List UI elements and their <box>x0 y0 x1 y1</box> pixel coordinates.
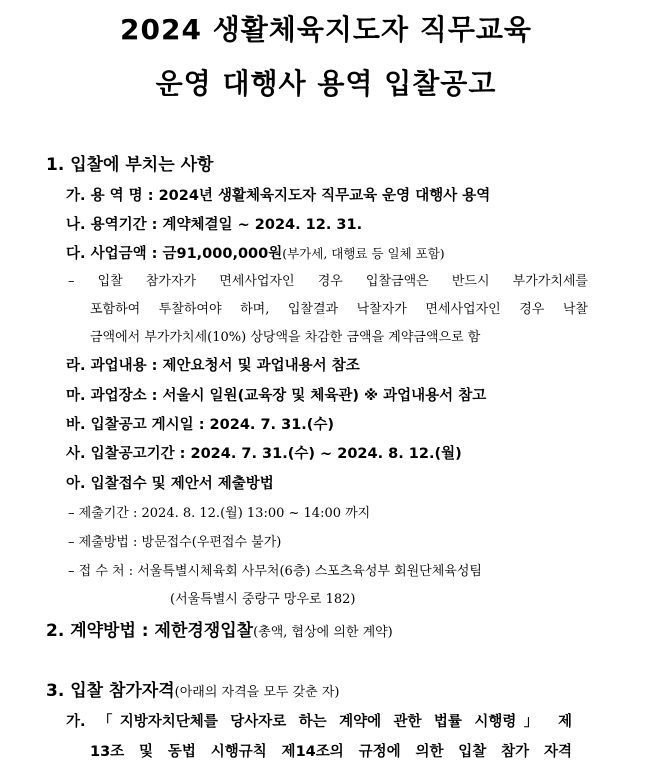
document-title-line-2: 운영 대행사 용역 입찰공고 <box>155 67 497 100</box>
section-2-heading <box>46 616 393 641</box>
tax-note-line-1: – 입찰 참가자가 면세사업자인 경우 입찰금액은 반드시 부가가치세를 <box>68 274 588 289</box>
submission-place: – 접 수 처 : 서울특별시체육회 사무처(6층) 스포츠육성부 회원단체육성팀 <box>68 564 482 579</box>
eligibility-ga-line-2: 13조 및 동법 시행규칙 제14조의 규정에 의한 입찰 참가 자격 <box>90 744 572 760</box>
section-1-heading: 1. 입찰에 부치는 사항 <box>46 155 214 175</box>
item-ba-posting-date: 바. 입찰공고 게시일 : 2024. 7. 31.(수) <box>66 417 335 433</box>
item-ra-scope: 라. 과업내용 : 제안요청서 및 과업내용서 참조 <box>66 358 360 374</box>
section-3-heading <box>46 676 339 701</box>
item-sa-notice-period: 사. 입찰공고기간 : 2024. 7. 31.(수) ~ 2024. 8. 12.(월) <box>66 446 462 462</box>
eligibility-heading: 3. 입찰 참가자격 <box>46 681 175 701</box>
contract-method-note: (총액, 협상에 의한 계약) <box>253 625 393 640</box>
submission-address: (서울특별시 중랑구 망우로 182) <box>170 592 356 607</box>
contract-method: 2. 계약방법 : 제한경쟁입찰 <box>46 621 254 641</box>
eligibility-note: (아래의 자격을 모두 갖춘 자) <box>174 685 340 700</box>
document-title-line-1: 2024 생활체육지도자 직무교육 <box>120 13 532 46</box>
eligibility-ga-line-1: 가. 「지방자치단체를 당사자로 하는 계약에 관한 법률 시행령」 제 <box>66 714 572 730</box>
submission-method: – 제출방법 : 방문접수(우편접수 불가) <box>68 535 282 550</box>
item-na-service-period: 나. 용역기간 : 계약체결일 ~ 2024. 12. 31. <box>66 217 363 233</box>
tax-note-line-3: 금액에서 부가가치세(10%) 상당액을 차감한 금액을 계약금액으로 함 <box>90 330 481 345</box>
item-a-submission: 아. 입찰접수 및 제안서 제출방법 <box>66 476 274 492</box>
item-da-budget <box>66 242 445 263</box>
submission-period: – 제출기간 : 2024. 8. 12.(월) 13:00 ~ 14:00 까지 <box>68 506 371 521</box>
tax-note-line-2: 포함하여 투찰하여야 하며, 입찰결과 낙찰자가 면세사업자인 경우 낙찰 <box>90 302 588 317</box>
budget-amount: 다. 사업금액 : 금91,000,000원 <box>66 246 283 262</box>
item-ma-location: 마. 과업장소 : 서울시 일원(교육장 및 체육관) ※ 과업내용서 참고 <box>66 388 487 404</box>
budget-note: (부가세, 대행료 등 일체 포함) <box>282 246 445 261</box>
item-ga-service-name: 가. 용 역 명 : 2024년 생활체육지도자 직무교육 운영 대행사 용역 <box>66 188 491 204</box>
